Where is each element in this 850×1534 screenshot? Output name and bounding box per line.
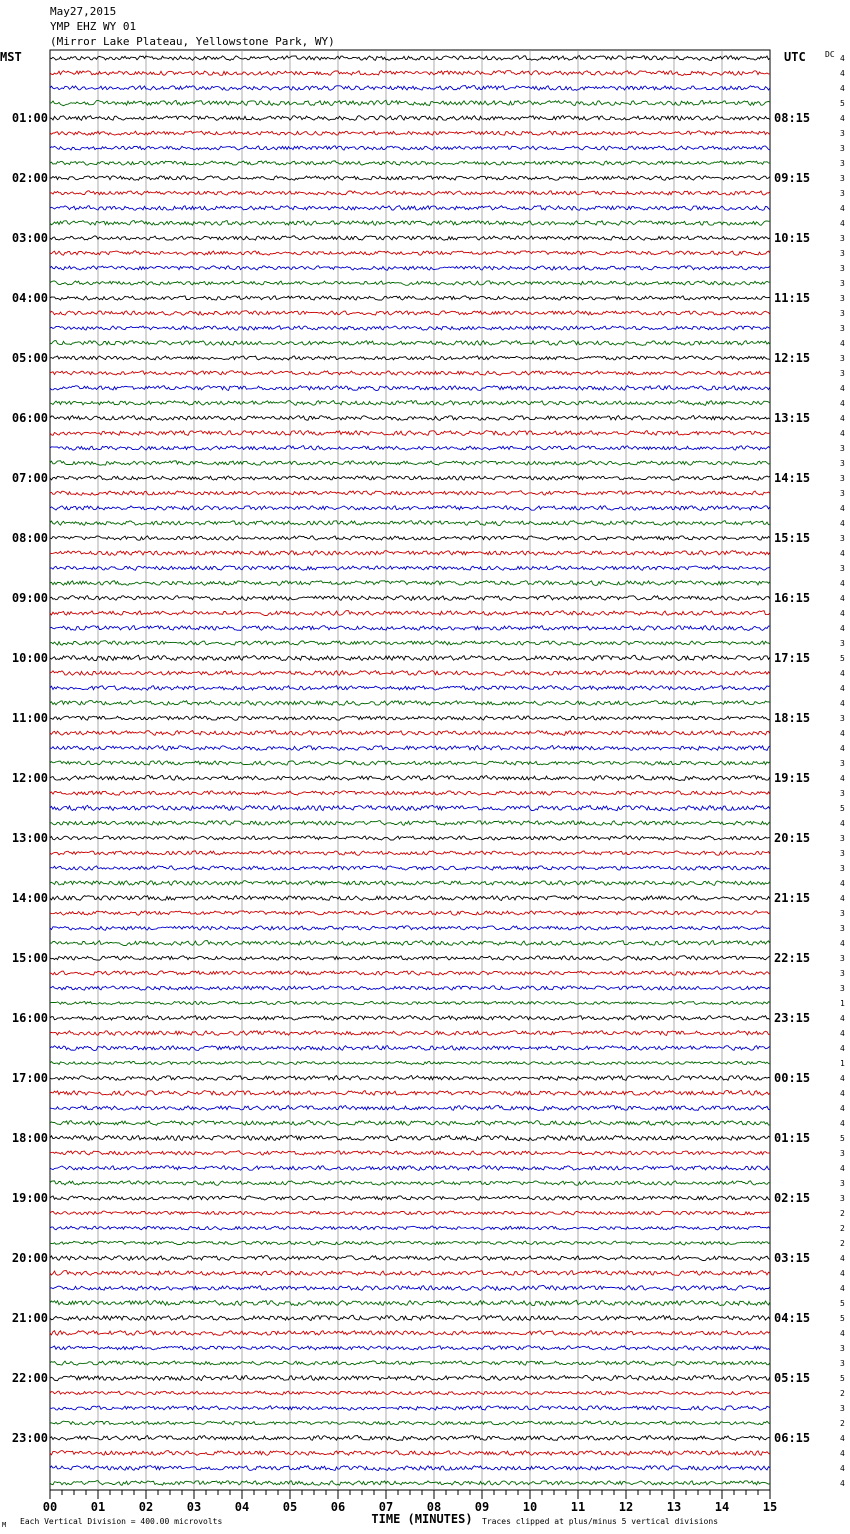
trace-row — [50, 1121, 770, 1126]
left-hour-label: 20:00 — [11, 1251, 48, 1265]
dc-value: 3 — [840, 1194, 845, 1203]
right-hour-label: 11:15 — [774, 291, 811, 305]
right-hour-label: 00:15 — [774, 1071, 811, 1085]
trace-row — [50, 266, 770, 270]
dc-value: 4 — [840, 384, 845, 393]
trace-row — [50, 821, 770, 826]
trace-row — [50, 191, 770, 195]
dc-value: 3 — [840, 564, 845, 573]
left-hour-label: 01:00 — [11, 111, 48, 125]
dc-value: 3 — [840, 969, 845, 978]
left-hour-label: 13:00 — [11, 831, 48, 845]
trace-row — [50, 1031, 770, 1036]
trace-row — [50, 446, 770, 450]
right-timezone-label: UTC — [784, 50, 806, 64]
trace-row — [50, 206, 770, 211]
dc-value: 4 — [840, 1434, 845, 1443]
dc-value: 3 — [840, 129, 845, 138]
trace-row — [50, 596, 770, 601]
dc-value: 5 — [840, 1134, 845, 1143]
x-tick-label: 15 — [762, 1500, 778, 1514]
trace-row — [50, 386, 770, 391]
trace-row — [50, 611, 770, 616]
dc-value: 5 — [840, 1374, 845, 1383]
x-tick-label: 02 — [138, 1500, 154, 1514]
dc-value: 4 — [840, 669, 845, 678]
header-location: (Mirror Lake Plateau, Yellowstone Park, WY) — [50, 35, 335, 48]
trace-row — [50, 1076, 770, 1081]
dc-value: 3 — [840, 1149, 845, 1158]
dc-value: 3 — [840, 249, 845, 258]
trace-row — [50, 1181, 770, 1185]
trace-row — [50, 146, 770, 150]
dc-value: 5 — [840, 1314, 845, 1323]
trace-row — [50, 356, 770, 360]
dc-value: 3 — [840, 174, 845, 183]
dc-value: 2 — [840, 1224, 845, 1233]
x-tick-label: 07 — [378, 1500, 394, 1514]
dc-value: 2 — [840, 1389, 845, 1398]
trace-row — [50, 626, 770, 631]
trace-row — [50, 746, 770, 751]
left-hour-label: 21:00 — [11, 1311, 48, 1325]
trace-row — [50, 986, 770, 990]
trace-row — [50, 341, 770, 346]
trace-row — [50, 731, 770, 736]
right-hour-label: 05:15 — [774, 1371, 811, 1385]
dc-value: 3 — [840, 279, 845, 288]
dc-value: 3 — [840, 369, 845, 378]
trace-row — [50, 896, 770, 901]
trace-row — [50, 161, 770, 165]
left-hour-label: 16:00 — [11, 1011, 48, 1025]
trace-row — [50, 776, 770, 781]
dc-value: 4 — [840, 519, 845, 528]
trace-row — [50, 566, 770, 570]
left-hour-label: 11:00 — [11, 711, 48, 725]
dc-value: 3 — [840, 144, 845, 153]
trace-row — [50, 311, 770, 316]
dc-value: 3 — [840, 489, 845, 498]
dc-value: 3 — [840, 759, 845, 768]
right-hour-label: 09:15 — [774, 171, 811, 185]
dc-value: 5 — [840, 804, 845, 813]
trace-row — [50, 881, 770, 886]
x-tick-label: 13 — [666, 1500, 682, 1514]
x-tick-label: 03 — [186, 1500, 202, 1514]
trace-row — [50, 791, 770, 795]
dc-value: 5 — [840, 1299, 845, 1308]
left-hour-label: 17:00 — [11, 1071, 48, 1085]
right-hour-label: 20:15 — [774, 831, 811, 845]
trace-row — [50, 1315, 770, 1320]
dc-value: 5 — [840, 654, 845, 663]
left-hour-label: 02:00 — [11, 171, 48, 185]
right-hour-label: 22:15 — [774, 951, 811, 965]
dc-value: 3 — [840, 849, 845, 858]
trace-row — [50, 371, 770, 375]
dc-value: 4 — [840, 1074, 845, 1083]
trace-row — [50, 1436, 770, 1441]
left-hour-label: 14:00 — [11, 891, 48, 905]
dc-value: 4 — [840, 84, 845, 93]
trace-row — [50, 1391, 770, 1395]
left-hour-label: 23:00 — [11, 1431, 48, 1445]
dc-value: 3 — [840, 1179, 845, 1188]
x-tick-label: 01 — [90, 1500, 106, 1514]
dc-value: 4 — [840, 1014, 845, 1023]
right-hour-label: 12:15 — [774, 351, 811, 365]
trace-row — [50, 671, 770, 676]
dc-value: 1 — [840, 999, 845, 1008]
dc-value: 3 — [840, 159, 845, 168]
trace-row — [50, 1375, 770, 1380]
x-tick-label: 09 — [474, 1500, 490, 1514]
trace-row — [50, 71, 770, 76]
dc-value: 4 — [840, 744, 845, 753]
dc-value: 4 — [840, 1479, 845, 1488]
trace-row — [50, 1046, 770, 1051]
dc-value: 4 — [840, 594, 845, 603]
dc-value: 3 — [840, 474, 845, 483]
left-hour-label: 12:00 — [11, 771, 48, 785]
dc-value: 3 — [840, 909, 845, 918]
trace-row — [50, 506, 770, 511]
dc-value: 4 — [840, 69, 845, 78]
dc-value: 4 — [840, 624, 845, 633]
trace-row — [50, 1256, 770, 1261]
dc-value: 4 — [840, 399, 845, 408]
trace-row — [50, 805, 770, 810]
right-hour-label: 06:15 — [774, 1431, 811, 1445]
dc-value: 4 — [840, 894, 845, 903]
dc-value: 4 — [840, 1029, 845, 1038]
trace-row — [50, 1361, 770, 1365]
dc-value: 3 — [840, 459, 845, 468]
dc-value: 4 — [840, 504, 845, 513]
dc-value: 4 — [840, 939, 845, 948]
labels — [0, 50, 845, 1529]
header-date: May27,2015 — [50, 5, 117, 18]
dc-value: 3 — [840, 639, 845, 648]
dc-value: 4 — [840, 609, 845, 618]
trace-row — [50, 1466, 770, 1471]
right-hour-label: 01:15 — [774, 1131, 811, 1145]
trace-row — [50, 1016, 770, 1021]
dc-value: 4 — [840, 1089, 845, 1098]
dc-value: 3 — [840, 1404, 845, 1413]
x-tick-label: 12 — [618, 1500, 634, 1514]
right-hour-label: 10:15 — [774, 231, 811, 245]
dc-value: 3 — [840, 264, 845, 273]
corner-mark: M — [2, 1521, 7, 1529]
dc-value: 3 — [840, 309, 845, 318]
left-hour-label: 10:00 — [11, 651, 48, 665]
trace-row — [50, 416, 770, 421]
trace-row — [50, 1001, 770, 1004]
x-tick-label: 10 — [522, 1500, 538, 1514]
dc-value: 4 — [840, 219, 845, 228]
right-hour-label: 04:15 — [774, 1311, 811, 1325]
dc-value: 3 — [840, 714, 845, 723]
left-hour-label: 03:00 — [11, 231, 48, 245]
dc-value: 3 — [840, 234, 845, 243]
trace-row — [50, 655, 770, 660]
dc-value: 4 — [840, 1269, 845, 1278]
trace-row — [50, 956, 770, 961]
dc-value: 3 — [840, 534, 845, 543]
right-hour-label: 15:15 — [774, 531, 811, 545]
trace-row — [50, 251, 770, 255]
x-tick-label: 05 — [282, 1500, 298, 1514]
left-hour-label: 19:00 — [11, 1191, 48, 1205]
dc-value: 5 — [840, 99, 845, 108]
trace-row — [50, 491, 770, 495]
trace-row — [50, 911, 770, 915]
trace-row — [50, 221, 770, 226]
trace-row — [50, 1271, 770, 1276]
trace-row — [50, 641, 770, 646]
trace-row — [50, 296, 770, 300]
clip-note: Traces clipped at plus/minus 5 vertical divisions — [482, 1517, 719, 1526]
left-hour-label: 22:00 — [11, 1371, 48, 1385]
dc-value: 4 — [840, 204, 845, 213]
dc-value: 4 — [840, 879, 845, 888]
dc-value: 4 — [840, 54, 845, 63]
trace-row — [50, 1331, 770, 1336]
x-tick-label: 00 — [42, 1500, 58, 1514]
trace-row — [50, 1241, 770, 1245]
dc-value: 4 — [840, 1104, 845, 1113]
trace-row — [50, 326, 770, 330]
trace-row — [50, 431, 770, 436]
trace-row — [50, 1091, 770, 1096]
dc-value: 3 — [840, 924, 845, 933]
trace-row — [50, 701, 770, 706]
dc-value: 2 — [840, 1239, 845, 1248]
dc-value: 3 — [840, 864, 845, 873]
dc-value: 3 — [840, 189, 845, 198]
trace-row — [50, 1196, 770, 1200]
dc-value: 3 — [840, 1359, 845, 1368]
trace-row — [50, 1166, 770, 1171]
x-axis-label: TIME (MINUTES) — [371, 1512, 473, 1526]
trace-row — [50, 1286, 770, 1291]
trace-row — [50, 1481, 770, 1486]
dc-header-label: DC — [825, 50, 835, 59]
x-tick-label: 06 — [330, 1500, 346, 1514]
trace-row — [50, 836, 770, 840]
trace-row — [50, 1106, 770, 1111]
trace-row — [50, 1226, 770, 1230]
trace-row — [50, 1406, 770, 1410]
trace-row — [50, 716, 770, 720]
scale-note: Each Vertical Division = 400.00 microvolts — [20, 1517, 223, 1526]
trace-row — [50, 176, 770, 180]
left-hour-label: 15:00 — [11, 951, 48, 965]
trace-row — [50, 926, 770, 930]
right-hour-label: 08:15 — [774, 111, 811, 125]
left-hour-label: 06:00 — [11, 411, 48, 425]
left-timezone-label: MST — [0, 50, 22, 64]
trace-row — [50, 1451, 770, 1456]
x-tick-label: 11 — [570, 1500, 586, 1514]
dc-value: 4 — [840, 579, 845, 588]
dc-value: 4 — [840, 1449, 845, 1458]
trace-row — [50, 476, 770, 480]
dc-value: 4 — [840, 1284, 845, 1293]
header-station: YMP EHZ WY 01 — [50, 20, 137, 33]
trace-row — [50, 1151, 770, 1155]
trace-row — [50, 761, 770, 765]
right-hour-label: 23:15 — [774, 1011, 811, 1025]
dc-value: 1 — [840, 1059, 845, 1068]
trace-row — [50, 461, 770, 466]
dc-value: 4 — [840, 1254, 845, 1263]
dc-value: 4 — [840, 699, 845, 708]
dc-value: 3 — [840, 834, 845, 843]
dc-value: 4 — [840, 1464, 845, 1473]
right-hour-label: 14:15 — [774, 471, 811, 485]
left-hour-label: 07:00 — [11, 471, 48, 485]
x-tick-label: 04 — [234, 1500, 250, 1514]
trace-row — [50, 686, 770, 691]
dc-value: 4 — [840, 429, 845, 438]
dc-value: 4 — [840, 819, 845, 828]
trace-row — [50, 1421, 770, 1425]
dc-value: 4 — [840, 1044, 845, 1053]
left-hour-label: 09:00 — [11, 591, 48, 605]
trace-row — [50, 100, 770, 105]
right-hour-label: 21:15 — [774, 891, 811, 905]
dc-value: 3 — [840, 1344, 845, 1353]
trace-row — [50, 1135, 770, 1140]
trace-row — [50, 851, 770, 855]
trace-row — [50, 401, 770, 406]
trace-row — [50, 551, 770, 556]
trace-row — [50, 941, 770, 946]
trace-row — [50, 536, 770, 540]
dc-value: 3 — [840, 324, 845, 333]
dc-value: 4 — [840, 1119, 845, 1128]
right-hour-label: 19:15 — [774, 771, 811, 785]
trace-row — [50, 1211, 770, 1215]
dc-value: 3 — [840, 789, 845, 798]
trace-row — [50, 131, 770, 135]
dc-value: 4 — [840, 684, 845, 693]
trace-row — [50, 971, 770, 975]
left-hour-label: 08:00 — [11, 531, 48, 545]
dc-value: 3 — [840, 354, 845, 363]
dc-value: 4 — [840, 774, 845, 783]
traces — [50, 56, 770, 1486]
trace-row — [50, 1346, 770, 1350]
right-hour-label: 03:15 — [774, 1251, 811, 1265]
right-hour-label: 18:15 — [774, 711, 811, 725]
right-hour-label: 17:15 — [774, 651, 811, 665]
left-hour-label: 04:00 — [11, 291, 48, 305]
trace-row — [50, 866, 770, 870]
dc-value: 4 — [840, 549, 845, 558]
dc-value: 3 — [840, 444, 845, 453]
trace-row — [50, 521, 770, 526]
right-hour-label: 02:15 — [774, 1191, 811, 1205]
right-hour-label: 13:15 — [774, 411, 811, 425]
dc-value: 3 — [840, 984, 845, 993]
dc-value: 4 — [840, 114, 845, 123]
right-hour-label: 16:15 — [774, 591, 811, 605]
dc-value: 4 — [840, 339, 845, 348]
dc-value: 4 — [840, 1329, 845, 1338]
dc-value: 3 — [840, 954, 845, 963]
trace-row — [50, 1061, 770, 1064]
trace-row — [50, 236, 770, 240]
left-hour-label: 05:00 — [11, 351, 48, 365]
trace-row — [50, 581, 770, 586]
dc-value: 4 — [840, 414, 845, 423]
trace-row — [50, 56, 770, 61]
trace-row — [50, 86, 770, 91]
trace-row — [50, 1300, 770, 1305]
dc-value: 4 — [840, 1164, 845, 1173]
x-tick-label: 14 — [714, 1500, 730, 1514]
x-tick-label: 08 — [426, 1500, 442, 1514]
left-hour-label: 18:00 — [11, 1131, 48, 1145]
trace-row — [50, 281, 770, 285]
dc-value: 3 — [840, 294, 845, 303]
trace-row — [50, 116, 770, 121]
dc-value: 2 — [840, 1209, 845, 1218]
dc-value: 4 — [840, 729, 845, 738]
dc-value: 2 — [840, 1419, 845, 1428]
